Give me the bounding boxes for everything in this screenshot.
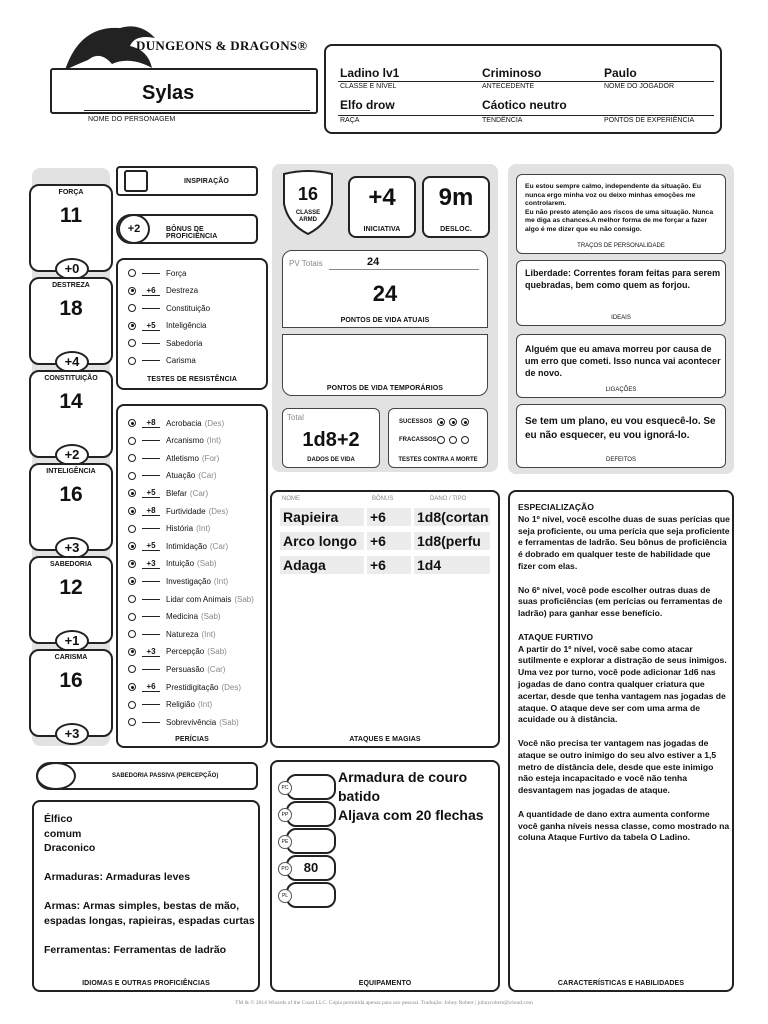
- personality-traits-text[interactable]: Eu estou sempre calmo, independente da situação. Eu nunca ergo minha voz ou deixo minhas emoções me controlarem. Eu não presto atenção aos riscos de uma situação. Nunca me diga as chances.A melhor forma de me forçar a fazer algo é me dizer que eu não consigo.: [525, 183, 714, 233]
- player-value[interactable]: Paulo: [604, 66, 637, 80]
- languages-text[interactable]: Élfico comum Draconico Armaduras: Armaduras leves Armas: Armas simples, bestas de mão, espadas longas, rapieiras, espadas curtas Ferramentas: Ferramentas de ladrão: [44, 813, 255, 956]
- saving-throw-row[interactable]: [128, 336, 202, 350]
- skill-attribute: (Car): [209, 541, 229, 551]
- proficiency-label: BÔNUS DE PROFICIÊNCIA: [166, 226, 218, 240]
- skill-name: História: [166, 524, 194, 534]
- xp-label: PONTOS DE EXPERIÊNCIA: [604, 117, 695, 124]
- attack-name[interactable]: Adaga: [280, 556, 364, 574]
- player-label: NOME DO JOGADOR: [604, 83, 675, 90]
- inspiration-label: INSPIRAÇÃO: [184, 178, 229, 185]
- proficiency-dot[interactable]: [128, 683, 136, 691]
- proficiency-dot[interactable]: [128, 648, 136, 656]
- skill-name: Percepção: [166, 647, 205, 657]
- background-value[interactable]: Criminoso: [482, 66, 542, 80]
- skill-row[interactable]: [128, 662, 225, 676]
- attack-bonus[interactable]: +6: [367, 556, 411, 574]
- skill-value[interactable]: +5: [142, 541, 160, 551]
- skill-row[interactable]: [128, 416, 224, 430]
- proficiency-dot[interactable]: [128, 304, 136, 312]
- attack-damage[interactable]: 1d4: [414, 556, 490, 574]
- proficiency-dot[interactable]: [128, 507, 136, 515]
- skill-row[interactable]: [128, 715, 239, 729]
- current-hp-value[interactable]: 24: [372, 281, 398, 306]
- skill-attribute: (Car): [207, 664, 226, 674]
- attack-name[interactable]: Rapieira: [280, 508, 364, 526]
- saving-throw-value[interactable]: [142, 273, 160, 274]
- proficiency-dot[interactable]: [128, 525, 136, 533]
- skill-attribute: (Des): [204, 418, 225, 428]
- skill-value[interactable]: [142, 616, 160, 617]
- hit-dice-box[interactable]: [282, 408, 380, 468]
- skills-label: PERÍCIAS: [175, 736, 209, 743]
- features-label: CARACTERÍSTICAS E HABILIDADES: [557, 980, 685, 987]
- skill-attribute: (Int): [201, 629, 216, 639]
- skill-attribute: (Car): [189, 488, 209, 498]
- proficiency-dot[interactable]: [128, 577, 136, 585]
- skill-value[interactable]: [142, 634, 160, 635]
- saving-throw-value[interactable]: [142, 360, 160, 361]
- skill-value[interactable]: +8: [142, 506, 160, 516]
- skill-row[interactable]: [128, 645, 227, 659]
- bonds-label: LIGAÇÕES: [605, 387, 637, 393]
- death-fail-label: FRACASSOS: [399, 437, 437, 443]
- saving-throw-row[interactable]: [128, 284, 198, 298]
- equipment-panel: [270, 760, 500, 992]
- skill-attribute: (Int): [213, 576, 229, 586]
- skill-row[interactable]: [128, 592, 254, 606]
- skill-value[interactable]: +8: [142, 418, 160, 428]
- features-text[interactable]: ESPECIALIZAÇÃO No 1º nível, você escolhe duas de suas perícias que seja proficiente, ou uma perícia que seja proficiente e ferramentas de ladrão. Seu bônus de proficiência é dobrado em qualquer teste de habilidade que fizer com elas. No 6º nível, você pode escolher outras duas de suas proficiências (em perícias ou ferramentas de ladrão) para ganhar esse benefício. ATAQUE FURTIVO A partir do 1º nível, você sabe como atacar sutilmente e explorar a distração de seus inimigos. Uma vez por turno, você pode adicionar 1d6 nas jogadas de dano contra qualquer criatura que acertar, desde que tenha vantagem nas jogadas de ataque. O ataque deve ser com uma arma de acuidade ou à distância. Você não precisa ter vantagem nas jogadas de ataque se outro inimigo do seu alvo estiver a 1,5 metro de distância dele, desde que este inimigo não esteja incapacitado e você não tenha desvantagem nas jogadas de ataque. A quantidade de dano extra aumenta conforme você ganha níveis nessa classe, como mostrado na coluna Ataque Furtivo da tabela O Ladino.: [518, 502, 730, 843]
- ability-constitution[interactable]: CONSTITUIÇÃO 14 +2: [29, 370, 113, 458]
- traits-panel: [508, 164, 734, 474]
- languages-panel: [32, 800, 260, 992]
- features-panel: [508, 490, 734, 992]
- coin-value[interactable]: 80: [303, 860, 319, 875]
- skill-attribute: (Des): [221, 682, 242, 692]
- max-hp-label: PV Totais: [289, 259, 323, 268]
- attacks-panel: [270, 490, 500, 748]
- personality-traits-box[interactable]: [516, 174, 726, 254]
- coin-pp[interactable]: [281, 801, 336, 827]
- skill-attribute: (Int): [206, 436, 222, 446]
- skill-name: Persuasão: [166, 664, 205, 674]
- proficiency-dot[interactable]: [128, 630, 136, 638]
- equipment-label: EQUIPAMENTO: [358, 980, 412, 987]
- skill-attribute: (Sab): [234, 594, 254, 604]
- skill-value[interactable]: +5: [142, 488, 160, 498]
- attack-row[interactable]: [280, 508, 493, 526]
- logo-text: DUNGEONS & DRAGONS®: [136, 38, 308, 53]
- footer-copyright: TM & © 2014 Wizards of the Coast LLC. Cópia permitida apenas para uso pessoal. Tradução: Johny Robert | johnyrobert@icloud.com: [235, 1000, 533, 1006]
- ability-wisdom[interactable]: SABEDORIA 12 +1: [29, 556, 113, 644]
- ability-charisma[interactable]: CARISMA 16 +3: [29, 649, 113, 737]
- passive-perception-box[interactable]: [36, 762, 258, 790]
- saving-throw-row[interactable]: [128, 266, 186, 280]
- proficiency-dot[interactable]: [128, 613, 136, 621]
- skill-value[interactable]: [142, 475, 160, 476]
- skill-row[interactable]: [128, 486, 208, 500]
- armor-class-value[interactable]: 16: [297, 184, 319, 204]
- flaws-text[interactable]: Se tem um plano, eu vou esquecê-lo. Se eu não esquecer, eu vou ignorá-lo.: [525, 416, 716, 441]
- skill-value[interactable]: +6: [142, 682, 160, 692]
- proficiency-value[interactable]: +2: [118, 214, 150, 244]
- skill-name: Religião: [166, 700, 195, 710]
- alignment-value[interactable]: Cáotico neutro: [482, 98, 567, 112]
- skill-attribute: (Car): [198, 471, 217, 481]
- proficiency-dot[interactable]: [128, 269, 136, 277]
- initiative-label: INICIATIVA: [363, 226, 401, 233]
- attack-header-damage: DANO / TIPO: [430, 496, 467, 502]
- combat-panel: [272, 164, 498, 472]
- skill-attribute: (Des): [208, 506, 229, 516]
- saving-throws-panel: [116, 258, 268, 390]
- proficiency-dot[interactable]: [128, 542, 136, 550]
- attack-damage[interactable]: 1d8(cortan: [414, 508, 490, 526]
- passive-perception-value[interactable]: [36, 762, 76, 790]
- skill-name: Furtividade: [166, 506, 206, 516]
- death-saves-box: [388, 408, 488, 468]
- coin-label: PE: [278, 835, 292, 849]
- initiative-box[interactable]: [348, 176, 416, 238]
- saving-throw-row[interactable]: [128, 301, 210, 315]
- skill-name: Investigação: [166, 576, 211, 586]
- skill-name: Prestidigitação: [166, 682, 219, 692]
- skill-name: Arcanismo: [166, 436, 204, 446]
- initiative-value[interactable]: +4: [368, 184, 396, 211]
- coin-label: PP: [278, 808, 292, 822]
- proficiency-dot[interactable]: [128, 560, 136, 568]
- skill-value[interactable]: [142, 440, 160, 441]
- skill-value[interactable]: [142, 599, 160, 600]
- attack-row[interactable]: [280, 556, 493, 574]
- skills-panel: [116, 404, 268, 748]
- temp-hp-box[interactable]: [282, 334, 488, 396]
- skill-name: Intuição: [166, 559, 195, 569]
- personality-traits-label: TRAÇOS DE PERSONALIDADE: [577, 243, 665, 249]
- class-level-value[interactable]: Ladino lv1: [340, 66, 400, 80]
- hit-dice-total-label: Total: [287, 413, 304, 422]
- passive-perception-label: SABEDORIA PASSIVA (PERCEPÇÃO): [112, 773, 219, 779]
- skill-row[interactable]: [128, 451, 219, 465]
- coin-label: PC: [278, 781, 292, 795]
- ideals-label: IDEAIS: [611, 315, 631, 321]
- race-label: RAÇA: [340, 117, 360, 124]
- coin-pl[interactable]: [281, 882, 336, 908]
- skill-row[interactable]: [128, 539, 228, 553]
- attack-header-name: NOME: [282, 496, 300, 502]
- ideals-box[interactable]: [516, 260, 726, 326]
- abilities-panel: [32, 168, 110, 746]
- skill-name: Acrobacia: [166, 418, 202, 428]
- inspiration-value[interactable]: [124, 170, 148, 192]
- attack-name[interactable]: Arco longo: [280, 532, 364, 550]
- death-fail-checks[interactable]: [437, 436, 469, 444]
- bonds-text[interactable]: Alguém que eu amava morreu por causa de um erro que cometi. Isso nunca vai acontecer de novo.: [525, 344, 721, 378]
- class-level-label: CLASSE E NÍVEL: [340, 83, 397, 90]
- proficiency-dot[interactable]: [128, 419, 136, 427]
- saving-throws-label: TESTES DE RESISTÊNCIA: [146, 376, 237, 383]
- proficiency-dot[interactable]: [128, 357, 136, 365]
- attacks-label: ATAQUES E MAGIAS: [349, 736, 421, 743]
- saving-throw-name: Inteligência: [166, 321, 207, 330]
- attack-bonus[interactable]: +6: [367, 508, 411, 526]
- skill-attribute: (For): [201, 453, 220, 463]
- saving-throw-name: Carisma: [166, 356, 196, 365]
- skill-value[interactable]: [142, 669, 160, 670]
- proficiency-dot[interactable]: [128, 437, 136, 445]
- ability-intelligence[interactable]: INTELIGÊNCIA 16 +3: [29, 463, 113, 551]
- skill-row[interactable]: [128, 698, 212, 712]
- temp-hp-label: PONTOS DE VIDA TEMPORÁRIOS: [326, 385, 444, 392]
- proficiency-dot[interactable]: [128, 322, 136, 330]
- skill-name: Sobrevivência: [166, 717, 217, 727]
- max-hp-value[interactable]: 24: [367, 256, 380, 268]
- skill-attribute: (Sab): [197, 559, 217, 569]
- skill-value[interactable]: [142, 722, 160, 723]
- proficiency-dot[interactable]: [128, 489, 136, 497]
- skill-row[interactable]: [128, 680, 241, 694]
- saving-throw-name: Sabedoria: [166, 338, 203, 348]
- saving-throw-value[interactable]: +6: [142, 286, 160, 296]
- coin-label: PL: [278, 889, 292, 903]
- proficiency-dot[interactable]: [128, 595, 136, 603]
- skill-attribute: (Sab): [207, 647, 227, 657]
- inspiration-box[interactable]: [116, 166, 258, 196]
- proficiency-dot[interactable]: [128, 287, 136, 295]
- saving-throw-value[interactable]: [142, 308, 160, 309]
- skill-name: Atletismo: [166, 453, 199, 463]
- skill-row[interactable]: [128, 504, 228, 518]
- death-saves-label: TESTES CONTRA A MORTE: [398, 457, 478, 463]
- saving-throw-row[interactable]: [128, 319, 206, 333]
- flaws-box[interactable]: [516, 404, 726, 468]
- skill-name: Intimidação: [166, 541, 207, 551]
- saving-throw-row[interactable]: [128, 354, 196, 368]
- proficiency-dot[interactable]: [128, 472, 136, 480]
- skill-value[interactable]: [142, 458, 160, 459]
- coin-label: PO: [278, 862, 292, 876]
- saving-throw-value[interactable]: [142, 343, 160, 344]
- character-name-label: NOME DO PERSONAGEM: [88, 116, 176, 123]
- background-label: ANTECEDENTE: [482, 83, 535, 90]
- bonds-box[interactable]: [516, 334, 726, 398]
- skill-row[interactable]: [128, 627, 216, 641]
- skill-row[interactable]: [128, 522, 210, 536]
- skill-name: Atuação: [166, 471, 196, 481]
- death-success-checks[interactable]: [437, 418, 469, 426]
- proficiency-dot[interactable]: [128, 665, 136, 673]
- speed-box[interactable]: [422, 176, 490, 238]
- current-hp-label: PONTOS DE VIDA ATUAIS: [340, 317, 430, 324]
- skill-value[interactable]: [142, 704, 160, 705]
- coin-pc[interactable]: [281, 774, 336, 800]
- speed-value[interactable]: 9m: [438, 184, 474, 211]
- skill-value[interactable]: +3: [142, 647, 160, 657]
- ability-dexterity[interactable]: DESTREZA 18 +4: [29, 277, 113, 365]
- proficiency-dot[interactable]: [128, 454, 136, 462]
- skill-attribute: (Int): [196, 524, 211, 534]
- coin-pe[interactable]: [281, 828, 336, 854]
- flaws-label: DEFEITOS: [606, 457, 636, 463]
- attack-header-bonus: BÔNUS: [372, 496, 394, 502]
- attack-bonus[interactable]: +6: [367, 532, 411, 550]
- skill-attribute: (Sab): [219, 717, 239, 727]
- languages-label: IDIOMAS E OUTRAS PROFICIÊNCIAS: [82, 980, 210, 987]
- proficiency-dot[interactable]: [128, 718, 136, 726]
- skill-name: Lidar com Animais: [166, 594, 232, 604]
- coin-po[interactable]: [281, 855, 336, 881]
- skill-row[interactable]: [128, 610, 221, 624]
- skill-value[interactable]: [142, 581, 160, 582]
- hit-dice-value[interactable]: 1d8+2: [302, 429, 360, 451]
- skill-name: Natureza: [166, 629, 199, 639]
- skill-name: Medicina: [166, 612, 199, 622]
- speed-label: DESLOC.: [440, 226, 472, 233]
- saving-throw-name: Força: [166, 268, 187, 278]
- proficiency-box[interactable]: [116, 214, 258, 244]
- skill-value[interactable]: [142, 528, 160, 529]
- ideals-text[interactable]: Liberdade: Correntes foram feitas para serem quebradas, bem como quem as forjou.: [525, 268, 721, 290]
- skill-row[interactable]: [128, 469, 217, 483]
- proficiency-dot[interactable]: [128, 339, 136, 347]
- saving-throw-value[interactable]: +5: [142, 321, 160, 331]
- race-value[interactable]: Elfo drow: [340, 98, 395, 112]
- skill-name: Blefar: [166, 488, 187, 498]
- current-hp-box[interactable]: [282, 250, 488, 328]
- character-name[interactable]: Sylas: [142, 82, 195, 104]
- attack-damage[interactable]: 1d8(perfu: [414, 532, 490, 550]
- equipment-text[interactable]: Armadura de couro batido Aljava com 20 flechas: [338, 769, 484, 823]
- saving-throw-name: Constituição: [166, 303, 211, 313]
- death-success-label: SUCESSOS: [399, 419, 433, 425]
- skill-value[interactable]: +3: [142, 559, 160, 569]
- saving-throw-name: Destreza: [166, 286, 199, 295]
- skill-row[interactable]: [128, 574, 228, 588]
- alignment-label: TENDÊNCIA: [482, 117, 523, 124]
- skill-attribute: (Sab): [201, 612, 221, 622]
- header: [28, 20, 728, 140]
- skill-row[interactable]: [128, 557, 217, 571]
- skill-row[interactable]: [128, 434, 221, 448]
- proficiency-dot[interactable]: [128, 701, 136, 709]
- ability-strength[interactable]: FORÇA 11 +0: [29, 184, 113, 272]
- skill-attribute: (Int): [197, 700, 213, 710]
- hit-dice-label: DADOS DE VIDA: [307, 457, 355, 463]
- attack-row[interactable]: [280, 532, 493, 550]
- armor-class-label: CLASSE ARMD: [295, 210, 321, 223]
